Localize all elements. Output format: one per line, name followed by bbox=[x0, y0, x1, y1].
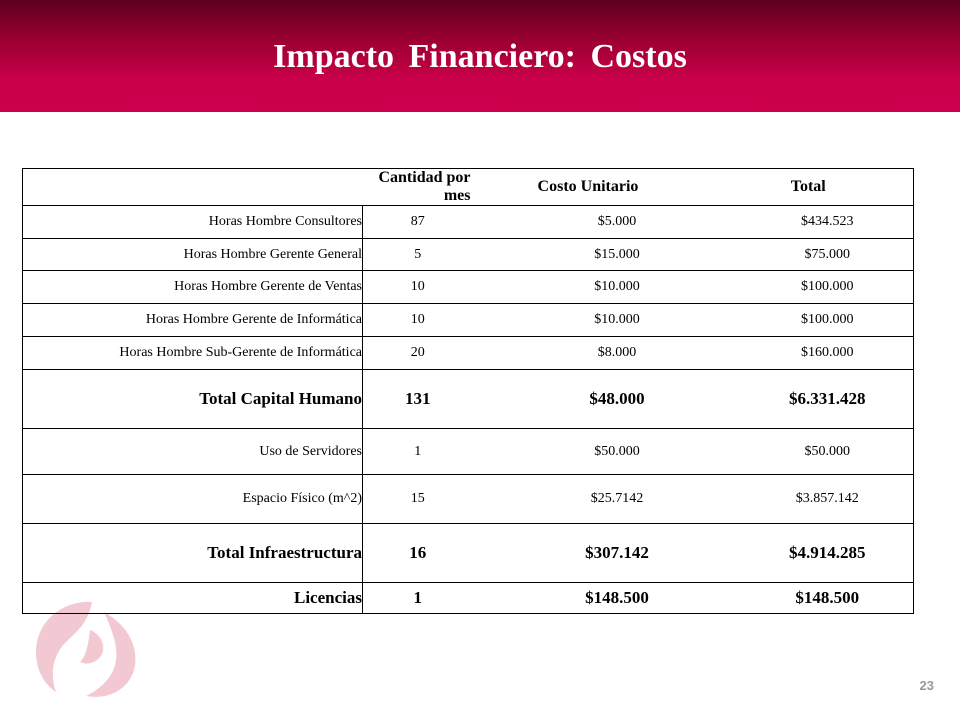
row-quantity: 131 bbox=[363, 370, 473, 429]
row-unit-cost: $50.000 bbox=[473, 429, 704, 475]
row-label: Total Infraestructura bbox=[23, 524, 363, 583]
row-total: $6.331.428 bbox=[704, 370, 914, 429]
row-unit-cost: $48.000 bbox=[473, 370, 704, 429]
row-unit-cost: $5.000 bbox=[473, 206, 704, 239]
table-row bbox=[23, 271, 914, 304]
table-row bbox=[23, 239, 914, 271]
row-label: Horas Hombre Gerente General bbox=[23, 239, 363, 271]
header-empty bbox=[23, 169, 363, 206]
table-row bbox=[23, 429, 914, 475]
table-row bbox=[23, 475, 914, 524]
row-quantity: 1 bbox=[363, 583, 473, 614]
row-total: $100.000 bbox=[704, 271, 914, 304]
row-quantity: 15 bbox=[363, 475, 473, 524]
row-total: $160.000 bbox=[704, 337, 914, 370]
row-quantity: 16 bbox=[363, 524, 473, 583]
header-quantity: Cantidad por mes bbox=[363, 169, 473, 206]
row-quantity: 87 bbox=[363, 206, 473, 239]
table-row bbox=[23, 337, 914, 370]
row-unit-cost: $10.000 bbox=[473, 271, 704, 304]
row-total: $4.914.285 bbox=[704, 524, 914, 583]
row-label: Horas Hombre Consultores bbox=[23, 206, 363, 239]
table-row-subtotal bbox=[23, 524, 914, 583]
row-quantity: 20 bbox=[363, 337, 473, 370]
slide-title: Impacto Financiero: Costos bbox=[273, 38, 687, 75]
row-total: $50.000 bbox=[704, 429, 914, 475]
row-label: Horas Hombre Gerente de Informática bbox=[23, 304, 363, 337]
header-unit-cost: Costo Unitario bbox=[473, 169, 704, 206]
table-row bbox=[23, 206, 914, 239]
row-label: Total Capital Humano bbox=[23, 370, 363, 429]
table-row-licenses bbox=[23, 583, 914, 614]
row-total: $148.500 bbox=[704, 583, 914, 614]
costs-table bbox=[22, 168, 914, 614]
row-label: Horas Hombre Sub-Gerente de Informática bbox=[23, 337, 363, 370]
row-total: $434.523 bbox=[704, 206, 914, 239]
page-number: 23 bbox=[919, 678, 934, 693]
row-unit-cost: $8.000 bbox=[473, 337, 704, 370]
row-quantity: 1 bbox=[363, 429, 473, 475]
row-unit-cost: $148.500 bbox=[473, 583, 704, 614]
header-total: Total bbox=[704, 169, 914, 206]
table-row bbox=[23, 304, 914, 337]
row-label: Licencias bbox=[23, 583, 363, 614]
table-row-subtotal bbox=[23, 370, 914, 429]
row-label: Uso de Servidores bbox=[23, 429, 363, 475]
row-unit-cost: $25.7142 bbox=[473, 475, 704, 524]
row-quantity: 10 bbox=[363, 271, 473, 304]
table-header-row bbox=[23, 169, 914, 206]
row-quantity: 10 bbox=[363, 304, 473, 337]
row-unit-cost: $307.142 bbox=[473, 524, 704, 583]
row-label: Horas Hombre Gerente de Ventas bbox=[23, 271, 363, 304]
row-label: Espacio Físico (m^2) bbox=[23, 475, 363, 524]
row-unit-cost: $10.000 bbox=[473, 304, 704, 337]
row-total: $100.000 bbox=[704, 304, 914, 337]
row-total: $75.000 bbox=[704, 239, 914, 271]
row-total: $3.857.142 bbox=[704, 475, 914, 524]
row-unit-cost: $15.000 bbox=[473, 239, 704, 271]
row-quantity: 5 bbox=[363, 239, 473, 271]
